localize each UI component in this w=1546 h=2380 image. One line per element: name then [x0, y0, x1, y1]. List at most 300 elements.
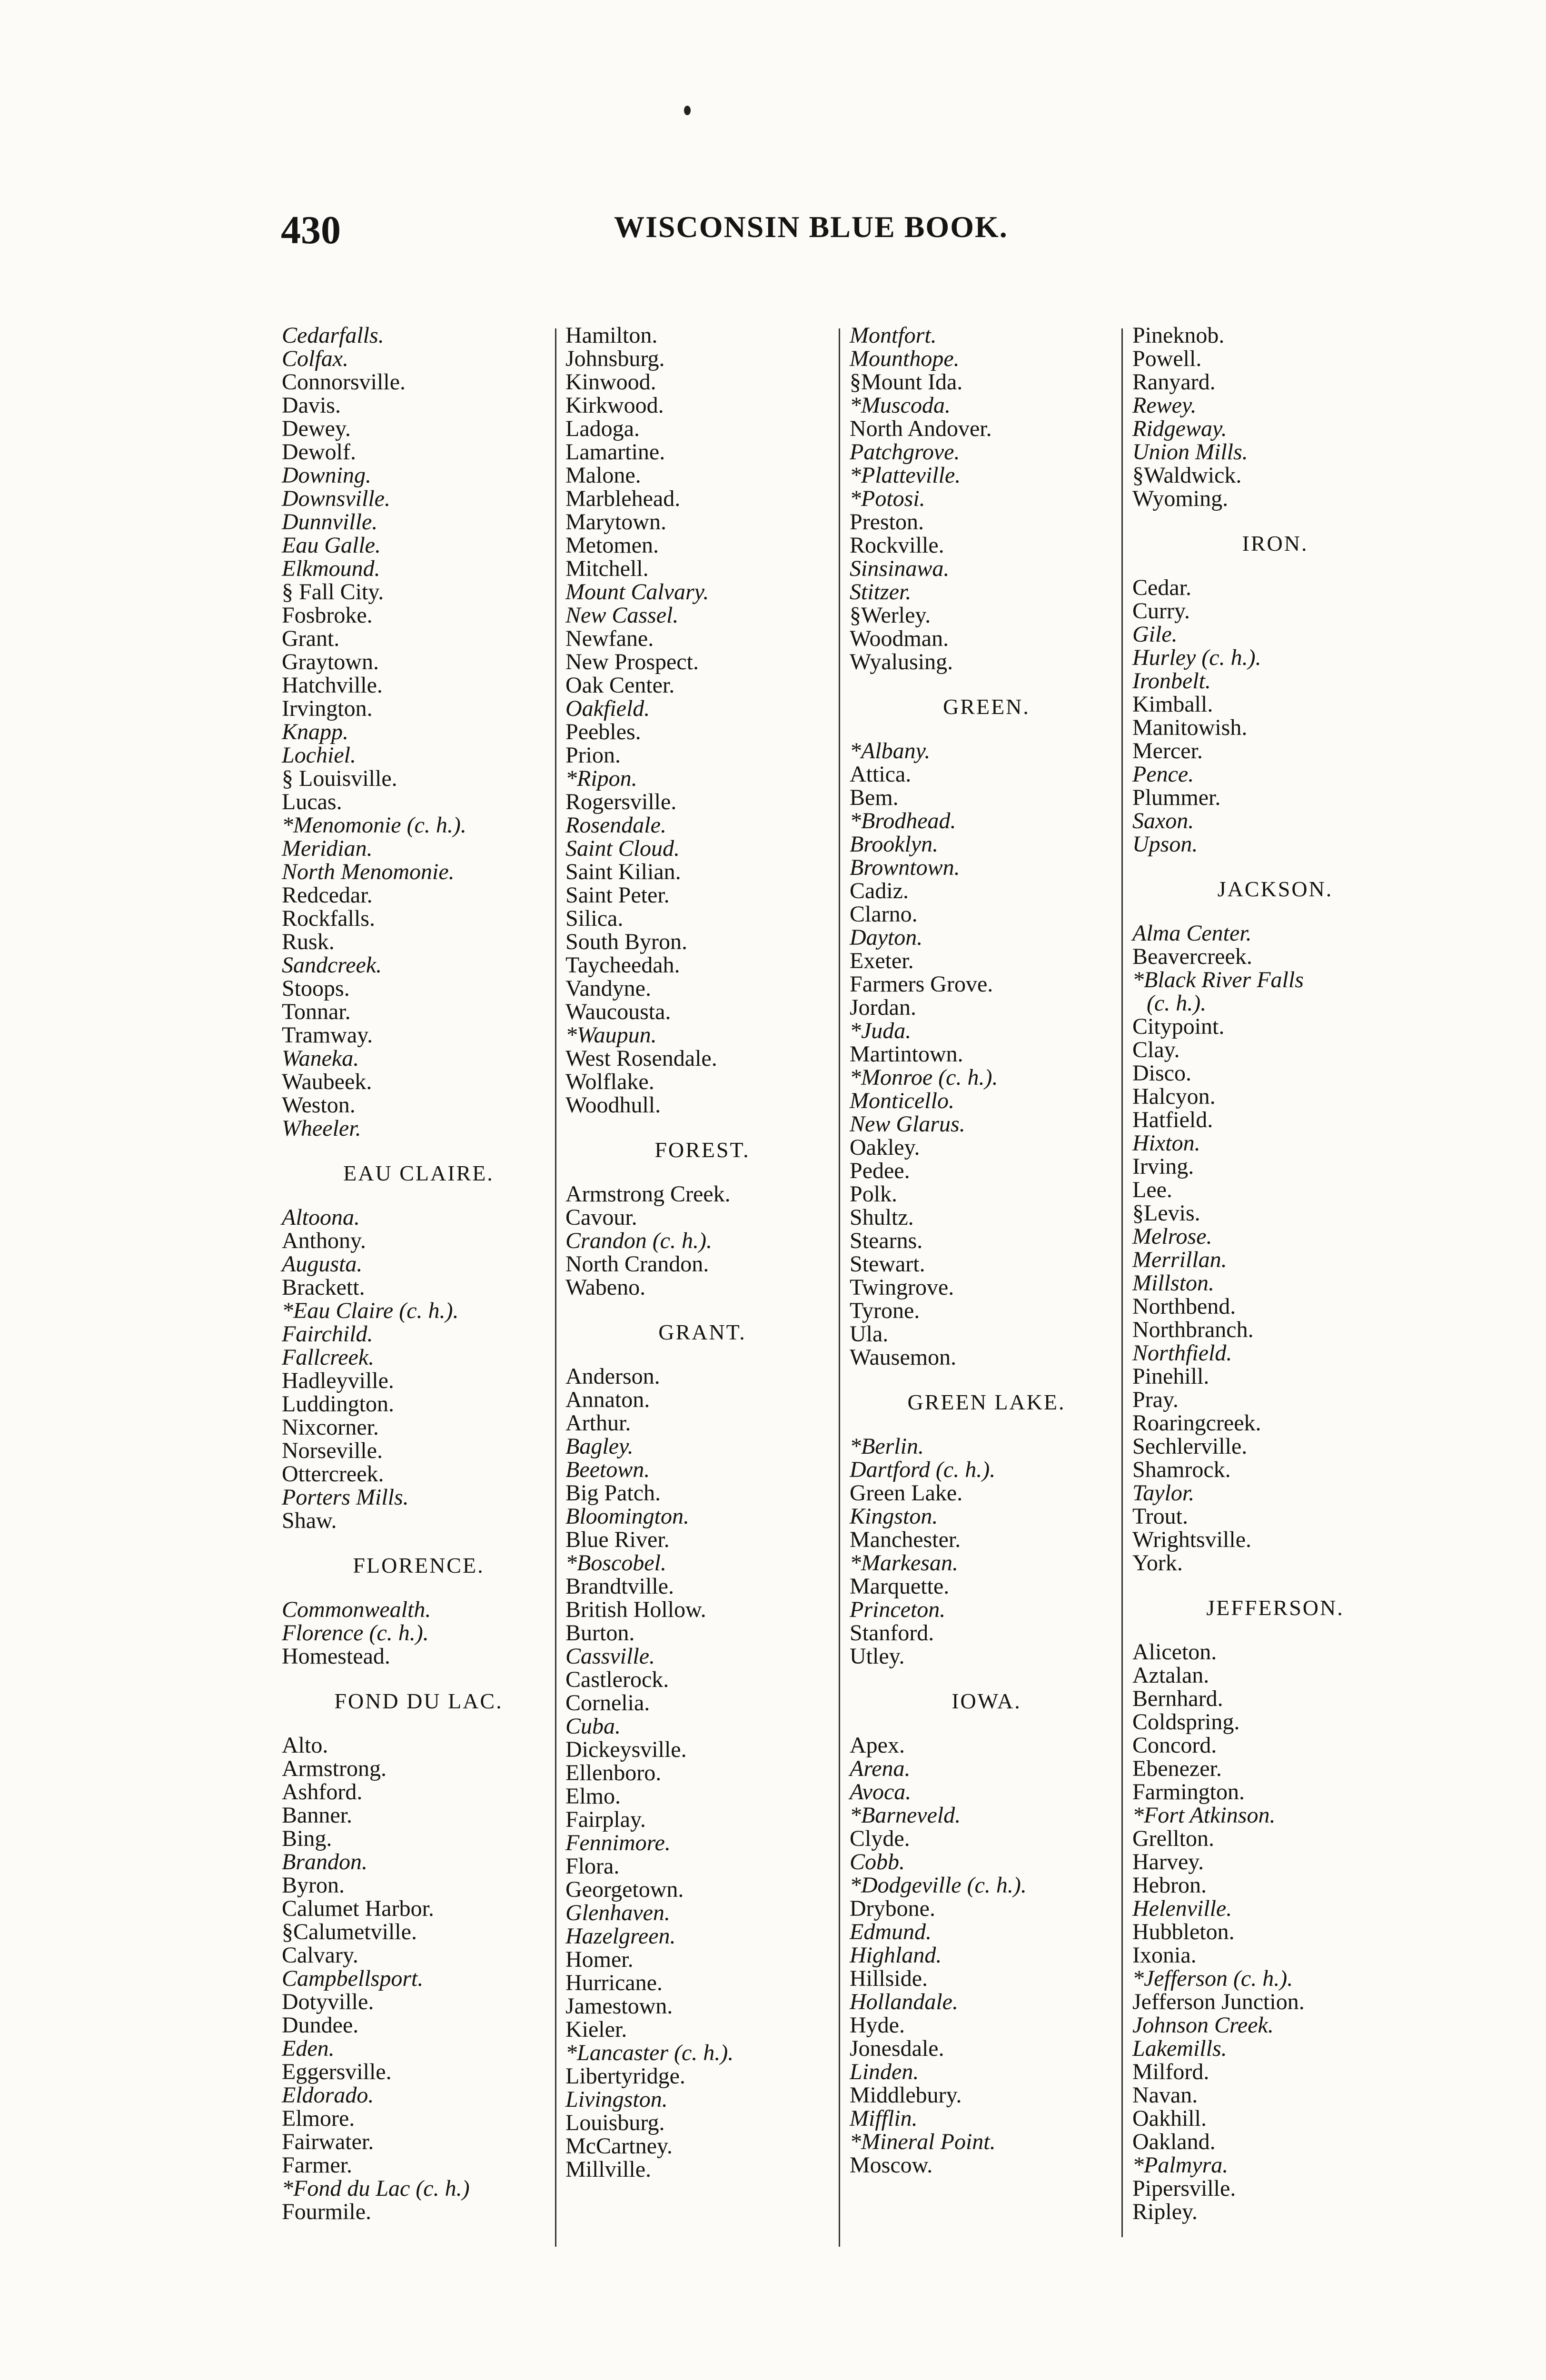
post-office-entry: Burton. [565, 1620, 635, 1646]
post-office-entry: Redcedar. [282, 883, 373, 908]
post-office-entry: Hadleyville. [282, 1368, 394, 1393]
post-office-entry: Saint Kilian. [565, 859, 681, 884]
post-office-entry: *Mineral Point. [850, 2129, 996, 2154]
post-office-entry: Calumet Harbor. [282, 1896, 434, 1921]
post-office-entry: Cadiz. [850, 878, 909, 903]
column-3 [850, 324, 1123, 2177]
post-office-entry: Fennimore. [565, 1830, 671, 1855]
post-office-entry: Ladoga. [565, 416, 640, 441]
post-office-entry: South Byron. [565, 929, 688, 954]
post-office-entry: Fourmile. [282, 2199, 371, 2224]
post-office-entry: *Lancaster (c. h.). [565, 2040, 734, 2065]
post-office-entry: Tonnar. [282, 999, 351, 1024]
post-office-entry: Arena. [850, 1756, 911, 1781]
post-office-entry: Stearns. [850, 1228, 923, 1253]
post-office-entry: Bagley. [565, 1434, 634, 1459]
post-office-entry: British Hollow. [565, 1597, 706, 1622]
post-office-entry: Johnson Creek. [1132, 2013, 1274, 2038]
post-office-entry: Drybone. [850, 1896, 935, 1921]
post-office-entry: Cassville. [565, 1644, 655, 1669]
post-office-entry: Millville. [565, 2157, 651, 2182]
post-office-entry: Curry. [1132, 598, 1190, 624]
post-office-entry: Utley. [850, 1644, 905, 1669]
county-heading: GREEN. [943, 694, 1030, 719]
post-office-entry: Brooklyn. [850, 832, 939, 857]
county-heading: FLORENCE. [353, 1553, 485, 1577]
post-office-entry: Mercer. [1132, 738, 1203, 764]
column-4 [1132, 324, 1418, 2223]
post-office-entry: Tyrone. [850, 1298, 920, 1323]
page-number: 430 [281, 208, 341, 252]
post-office-entry: Apex. [850, 1733, 905, 1758]
post-office-entry: Hazelgreen. [565, 1924, 676, 1949]
post-office-entry: Monticello. [850, 1088, 954, 1113]
post-office-entry: Trout. [1132, 1504, 1188, 1529]
post-office-entry: North Andover. [850, 416, 992, 441]
post-office-entry: Upson. [1132, 832, 1198, 857]
post-office-entry: Florence (c. h.). [282, 1620, 429, 1646]
post-office-entry: § Fall City. [282, 579, 384, 605]
post-office-list [282, 1206, 555, 1532]
post-office-entry: Disco. [1132, 1061, 1191, 1086]
post-office-entry: Dayton. [850, 925, 923, 950]
post-office-entry: Jamestown. [565, 1993, 673, 2019]
post-office-entry: Prion. [565, 743, 621, 768]
post-office-entry: Polk. [850, 1181, 898, 1207]
post-office-entry: Rockfalls. [282, 906, 375, 931]
post-office-entry: §Waldwick. [1132, 463, 1242, 488]
county-heading: JEFFERSON. [1206, 1596, 1344, 1620]
post-office-list [1132, 922, 1418, 1575]
post-office-entry: Alto. [282, 1733, 328, 1758]
post-office-entry: Metomen. [565, 533, 659, 558]
post-office-entry: Cornelia. [565, 1690, 650, 1716]
post-office-entry: Big Patch. [565, 1480, 661, 1506]
post-office-entry: Hamilton. [565, 323, 658, 348]
post-office-entry: Mounthope. [850, 346, 960, 371]
post-office-entry: Ebenezer. [1132, 1756, 1222, 1781]
post-office-entry: Waneka. [282, 1046, 359, 1071]
post-office-entry: Stoops. [282, 976, 350, 1001]
post-office-entry: Glenhaven. [565, 1900, 670, 1925]
post-office-entry: Eden. [282, 2036, 335, 2061]
post-office-entry: Arthur. [565, 1410, 631, 1436]
post-office-list [282, 1734, 555, 2223]
post-office-entry: Saint Cloud. [565, 836, 680, 861]
post-office-entry: *Dodgeville (c. h.). [850, 1873, 1027, 1898]
post-office-entry: Connorsville. [282, 369, 406, 395]
post-office-entry: Clarno. [850, 902, 918, 927]
post-office-entry: Pipersville. [1132, 2176, 1236, 2201]
post-office-entry: West Rosendale. [565, 1046, 717, 1071]
post-office-entry: Jonesdale. [850, 2036, 944, 2061]
post-office-entry: Woodhull. [565, 1092, 661, 1118]
post-office-entry: Cavour. [565, 1205, 637, 1230]
post-office-entry: Pineknob. [1132, 323, 1225, 348]
post-office-entry: Fairchild. [282, 1321, 373, 1347]
post-office-entry: Beavercreek. [1132, 944, 1252, 969]
post-office-entry: Pence. [1132, 762, 1194, 787]
post-office-entry: Halcyon. [1132, 1084, 1216, 1109]
post-office-entry: Knapp. [282, 719, 349, 744]
post-office-entry: Calvary. [282, 1943, 358, 1968]
post-office-entry: Elmo. [565, 1784, 621, 1809]
post-office-entry: *Muscoda. [850, 393, 951, 418]
post-office-entry: Irvington. [282, 696, 373, 721]
post-office-entry: Vandyne. [565, 976, 651, 1001]
post-office-entry: Union Mills. [1132, 439, 1248, 465]
post-office-entry: Blue River. [565, 1527, 670, 1552]
post-office-entry: Wrightsville. [1132, 1527, 1252, 1552]
post-office-entry: *Ripon. [565, 766, 637, 791]
post-office-entry: Saxon. [1132, 808, 1194, 833]
post-office-entry: Taylor. [1132, 1480, 1195, 1506]
post-office-list [850, 1734, 1123, 2177]
post-office-entry: Irving. [1132, 1154, 1194, 1179]
post-office-entry: Wausemon. [850, 1345, 957, 1370]
post-office-entry: Dunnville. [282, 509, 378, 535]
post-office-entry: Eggersville. [282, 2059, 392, 2084]
post-office-entry: Princeton. [850, 1597, 946, 1622]
post-office-entry: Citypoint. [1132, 1014, 1225, 1039]
post-office-entry: Dundee. [282, 2013, 359, 2038]
column-2 [565, 324, 839, 2181]
post-office-entry: New Glarus. [850, 1111, 965, 1137]
post-office-entry: Avoca. [850, 1779, 912, 1805]
post-office-entry: *Brodhead. [850, 808, 956, 833]
post-office-entry: Fallcreek. [282, 1345, 375, 1370]
post-office-entry: Malone. [565, 463, 641, 488]
post-office-entry: Waucousta. [565, 999, 671, 1024]
post-office-entry: Highland. [850, 1943, 942, 1968]
post-office-entry: *Menomonie (c. h.). [282, 813, 466, 838]
county-heading: IRON. [1242, 531, 1308, 555]
post-office-entry: Harvey. [1132, 1849, 1204, 1874]
post-office-entry: New Cassel. [565, 603, 679, 628]
post-office-entry: Eldorado. [282, 2082, 374, 2108]
post-office-entry: Montfort. [850, 323, 937, 348]
post-office-entry: Oak Center. [565, 673, 675, 698]
post-office-entry: Manchester. [850, 1527, 961, 1552]
post-office-entry: Kieler. [565, 2017, 627, 2042]
post-office-entry: Fairwater. [282, 2129, 374, 2154]
post-office-entry: Weston. [282, 1092, 356, 1118]
post-office-entry: Milford. [1132, 2059, 1209, 2084]
post-office-entry: Hatchville. [282, 673, 383, 698]
post-office-entry: *Jefferson (c. h.). [1132, 1966, 1293, 1991]
post-office-entry: *Fond du Lac (c. h.) [282, 2176, 470, 2201]
post-office-entry: Alma Center. [1132, 921, 1252, 946]
ink-dot [684, 106, 691, 115]
post-office-entry: Mitchell. [565, 556, 649, 581]
post-office-entry: *Potosi. [850, 486, 925, 511]
post-office-entry: Lucas. [282, 789, 342, 814]
post-office-entry: Elmore. [282, 2106, 355, 2131]
post-office-entry: (c. h.). [1147, 991, 1207, 1016]
post-office-entry: Farmers Grove. [850, 972, 993, 997]
post-office-entry: § Louisville. [282, 766, 397, 791]
post-office-entry: Melrose. [1132, 1224, 1212, 1249]
post-office-entry: Jordan. [850, 995, 916, 1020]
post-office-list [565, 1182, 839, 1299]
post-office-entry: Davis. [282, 393, 341, 418]
post-office-entry: Marquette. [850, 1574, 950, 1599]
post-office-entry: Hebron. [1132, 1873, 1207, 1898]
post-office-entry: Livingston. [565, 2087, 668, 2112]
post-office-list [565, 324, 839, 1117]
post-office-entry: *Barneveld. [850, 1803, 961, 1828]
post-office-entry: Brackett. [282, 1275, 365, 1300]
post-office-entry: Ashford. [282, 1779, 363, 1805]
post-office-entry: Banner. [282, 1803, 352, 1828]
post-office-entry: Fosbroke. [282, 603, 373, 628]
post-office-entry: Luddington. [282, 1391, 394, 1417]
post-office-entry: Ironbelt. [1132, 668, 1211, 694]
post-office-list [282, 1598, 555, 1668]
post-office-entry: Stewart. [850, 1251, 925, 1277]
post-office-entry: *Palmyra. [1132, 2152, 1229, 2178]
post-office-entry: Anderson. [565, 1364, 660, 1389]
post-office-entry: Hubbleton. [1132, 1919, 1235, 1944]
post-office-entry: Rockville. [850, 533, 944, 558]
post-office-entry: Nixcorner. [282, 1415, 379, 1440]
post-office-entry: Cedarfalls. [282, 323, 384, 348]
post-office-entry: Hurley (c. h.). [1132, 645, 1261, 670]
post-office-entry: *Boscobel. [565, 1550, 666, 1576]
post-office-entry: Clyde. [850, 1826, 910, 1851]
post-office-entry: Beetown. [565, 1457, 650, 1482]
post-office-entry: Aztalan. [1132, 1663, 1209, 1688]
post-office-entry: Peebles. [565, 719, 641, 744]
post-office-entry: Mount Calvary. [565, 579, 709, 605]
county-heading: JACKSON. [1217, 877, 1333, 901]
column-1 [282, 324, 555, 2223]
running-head: WISCONSIN BLUE BOOK. [614, 210, 1008, 244]
post-office-entry: Roaringcreek. [1132, 1410, 1261, 1436]
post-office-entry: Armstrong. [282, 1756, 386, 1781]
post-office-list [850, 324, 1123, 674]
post-office-entry: Fairplay. [565, 1807, 646, 1832]
post-office-list [850, 1435, 1123, 1668]
post-office-list [850, 739, 1123, 1369]
post-office-entry: *Waupun. [565, 1022, 657, 1048]
post-office-entry: Helenville. [1132, 1896, 1232, 1921]
post-office-entry: Exeter. [850, 948, 914, 973]
post-office-entry: Wolflake. [565, 1069, 654, 1094]
post-office-entry: Ula. [850, 1321, 889, 1347]
post-office-entry: Campbellsport. [282, 1966, 424, 1991]
post-office-entry: Martintown. [850, 1041, 963, 1067]
county-heading: FOND DU LAC. [334, 1689, 503, 1713]
post-office-entry: Newfane. [565, 626, 654, 651]
post-office-entry: *Albany. [850, 738, 931, 764]
post-office-entry: Sandcreek. [282, 952, 382, 978]
post-office-entry: Lochiel. [282, 743, 356, 768]
post-office-entry: Meridian. [282, 836, 373, 861]
post-office-entry: Marytown. [565, 509, 666, 535]
post-office-entry: Bernhard. [1132, 1686, 1223, 1711]
post-office-entry: Commonwealth. [282, 1597, 431, 1622]
post-office-entry: Millston. [1132, 1270, 1215, 1296]
post-office-entry: Stitzer. [850, 579, 912, 605]
post-office-entry: Anthony. [282, 1228, 366, 1253]
post-office-entry: Homer. [565, 1947, 634, 1972]
post-office-list [282, 324, 555, 1140]
post-office-entry: Dotyville. [282, 1989, 374, 2014]
county-heading: FOREST. [654, 1138, 750, 1162]
post-office-entry: Jefferson Junction. [1132, 1989, 1305, 2014]
post-office-list [565, 1365, 839, 2181]
post-office-entry: Lakemills. [1132, 2036, 1227, 2061]
post-office-entry: Brandon. [282, 1849, 367, 1874]
post-office-entry: §Werley. [850, 603, 931, 628]
post-office-entry: Edmund. [850, 1919, 932, 1944]
post-office-entry: Hillside. [850, 1966, 928, 1991]
post-office-entry: Powell. [1132, 346, 1202, 371]
county-heading: GRANT. [658, 1320, 746, 1344]
post-office-entry: Oakley. [850, 1135, 920, 1160]
post-office-entry: Mifflin. [850, 2106, 918, 2131]
post-office-entry: Shaw. [282, 1508, 337, 1533]
post-office-entry: Moscow. [850, 2152, 933, 2178]
post-office-entry: Ixonia. [1132, 1943, 1197, 1968]
post-office-entry: Hyde. [850, 2013, 905, 2038]
post-office-entry: Ottercreek. [282, 1461, 384, 1487]
post-office-entry: §Levis. [1132, 1200, 1200, 1226]
post-office-entry: Wabeno. [565, 1275, 646, 1300]
post-office-entry: Cedar. [1132, 575, 1191, 600]
post-office-entry: Ellenboro. [565, 1760, 662, 1785]
post-office-entry: *Markesan. [850, 1550, 958, 1576]
post-office-entry: Browntown. [850, 855, 960, 880]
post-office-entry: Altoona. [282, 1205, 360, 1230]
post-office-entry: Taycheedah. [565, 952, 680, 978]
post-office-entry: Silica. [565, 906, 624, 931]
post-office-entry: Downsville. [282, 486, 390, 511]
post-office-entry: Patchgrove. [850, 439, 960, 465]
post-office-entry: Elkmound. [282, 556, 380, 581]
post-office-entry: Flora. [565, 1854, 620, 1879]
post-office-entry: Lee. [1132, 1177, 1172, 1202]
post-office-entry: Hurricane. [565, 1970, 663, 1995]
post-office-entry: Graytown. [282, 649, 379, 674]
post-office-entry: Hixton. [1132, 1130, 1200, 1156]
post-office-entry: Wheeler. [282, 1116, 361, 1141]
post-office-entry: Ridgeway. [1132, 416, 1227, 441]
post-office-entry: Green Lake. [850, 1480, 963, 1506]
post-office-entry: Navan. [1132, 2082, 1198, 2108]
post-office-entry: Louisburg. [565, 2110, 665, 2135]
post-office-entry: Waubeek. [282, 1069, 372, 1094]
post-office-entry: Colfax. [282, 346, 348, 371]
county-heading: GREEN LAKE. [907, 1390, 1066, 1414]
post-office-entry: Cobb. [850, 1849, 905, 1874]
post-office-entry: Attica. [850, 762, 912, 787]
post-office-entry: North Menomonie. [282, 859, 455, 884]
post-office-entry: McCartney. [565, 2133, 673, 2159]
post-office-entry: Northbranch. [1132, 1317, 1254, 1342]
post-office-entry: Oakfield. [565, 696, 650, 721]
post-office-entry: Pinehill. [1132, 1364, 1209, 1389]
post-office-entry: Marblehead. [565, 486, 681, 511]
post-office-entry: North Crandon. [565, 1251, 709, 1277]
post-office-entry: Middlebury. [850, 2082, 962, 2108]
post-office-entry: Ranyard. [1132, 369, 1216, 395]
post-office-entry: Brandtville. [565, 1574, 674, 1599]
post-office-entry: Bing. [282, 1826, 332, 1851]
post-office-entry: Hollandale. [850, 1989, 958, 2014]
post-office-entry: Coldspring. [1132, 1709, 1240, 1735]
post-office-entry: *Black River Falls [1132, 967, 1304, 992]
post-office-entry: Grellton. [1132, 1826, 1214, 1851]
post-office-entry: Woodman. [850, 626, 949, 651]
post-office-entry: Aliceton. [1132, 1639, 1217, 1665]
post-office-entry: Eau Galle. [282, 533, 381, 558]
post-office-entry: Porters Mills. [282, 1485, 409, 1510]
post-office-entry: *Berlin. [850, 1434, 924, 1459]
post-office-entry: Shultz. [850, 1205, 914, 1230]
post-office-entry: Crandon (c. h.). [565, 1228, 712, 1253]
post-office-list [1132, 576, 1418, 856]
post-office-entry: Sinsinawa. [850, 556, 950, 581]
post-office-entry: Libertyridge. [565, 2063, 685, 2089]
post-office-entry: Clay. [1132, 1037, 1180, 1062]
post-office-list [1132, 324, 1418, 510]
post-office-entry: Farmington. [1132, 1779, 1245, 1805]
post-office-entry: Downing. [282, 463, 372, 488]
post-office-entry: *Juda. [850, 1018, 912, 1043]
post-office-entry: Shamrock. [1132, 1457, 1231, 1482]
post-office-entry: Georgetown. [565, 1877, 684, 1902]
post-office-entry: Farmer. [282, 2152, 352, 2178]
post-office-entry: Plummer. [1132, 785, 1221, 810]
post-office-entry: Ripley. [1132, 2199, 1198, 2224]
post-office-entry: Dickeysville. [565, 1737, 687, 1762]
post-office-entry: Oakland. [1132, 2129, 1216, 2154]
post-office-entry: New Prospect. [565, 649, 699, 674]
post-office-entry: Dewolf. [282, 439, 356, 465]
post-office-entry: Kimball. [1132, 692, 1213, 717]
post-office-entry: Sechlerville. [1132, 1434, 1248, 1459]
post-office-list [1132, 1640, 1418, 2223]
post-office-entry: Wyoming. [1132, 486, 1229, 511]
post-office-entry: Stanford. [850, 1620, 934, 1646]
post-office-entry: Rusk. [282, 929, 335, 954]
post-office-entry: Northbend. [1132, 1294, 1236, 1319]
post-office-entry: Saint Peter. [565, 883, 670, 908]
post-office-entry: Rogersville. [565, 789, 677, 814]
county-heading: IOWA. [951, 1689, 1021, 1713]
post-office-entry: Linden. [850, 2059, 919, 2084]
post-office-entry: Grant. [282, 626, 340, 651]
post-office-entry: Kirkwood. [565, 393, 664, 418]
post-office-entry: Pedee. [850, 1158, 910, 1183]
post-office-entry: §Mount Ida. [850, 369, 963, 395]
post-office-entry: Byron. [282, 1873, 345, 1898]
post-office-entry: Lamartine. [565, 439, 665, 465]
post-office-entry: Augusta. [282, 1251, 363, 1277]
post-office-entry: Tramway. [282, 1022, 373, 1048]
post-office-entry: Twingrove. [850, 1275, 954, 1300]
post-office-entry: Hatfield. [1132, 1107, 1213, 1132]
post-office-entry: §Calumetville. [282, 1919, 417, 1944]
post-office-entry: York. [1132, 1550, 1183, 1576]
post-office-entry: Gile. [1132, 622, 1178, 647]
post-office-entry: Annaton. [565, 1387, 650, 1412]
post-office-entry: Kingston. [850, 1504, 938, 1529]
post-office-entry: Merrillan. [1132, 1247, 1227, 1272]
post-office-entry: Johnsburg. [565, 346, 665, 371]
